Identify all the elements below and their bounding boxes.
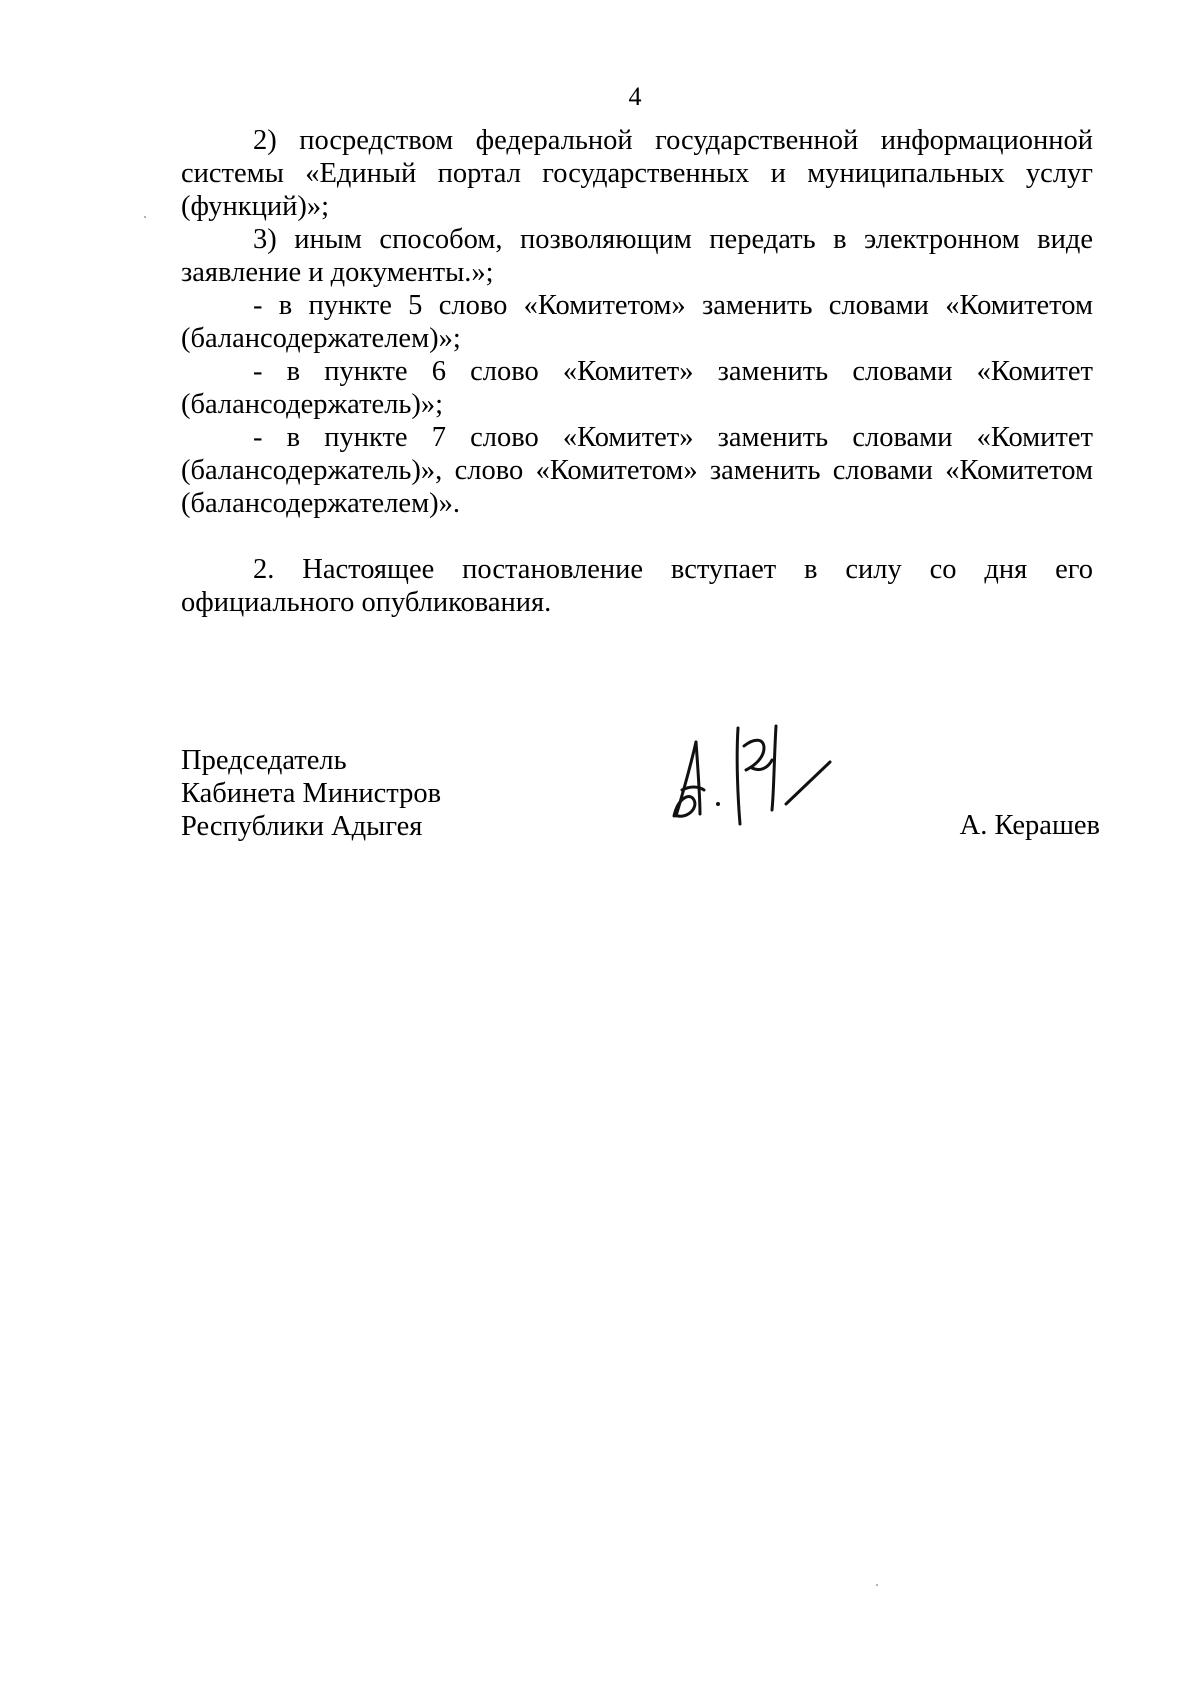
position-line-1: Председатель — [181, 745, 347, 776]
position-line-3: Республики Адыгея — [181, 811, 423, 842]
paragraph-item-2: 2) посредством федеральной государственной информационной системы «Единый портал государственных и муниципальных услуг (функций)»; — [181, 125, 1093, 222]
paragraph-point-7: - в пункте 7 слово «Комитет» заменить словами «Комитет (балансодержатель)», слово «Комитетом» заменить словами «Комитетом (балансодержателем)». — [181, 422, 1093, 519]
paragraph-effective-date: 2. Настоящее постановление вступает в силу со дня его официального опубликования. — [181, 554, 1093, 618]
page-number: 4 — [628, 82, 642, 111]
scan-speck — [876, 1584, 878, 1586]
scan-speck — [144, 216, 146, 218]
paragraph-point-5: - в пункте 5 слово «Комитетом» заменить словами «Комитетом (балансодержателем)»; — [181, 290, 1093, 354]
paragraph-item-3: 3) иным способом, позволяющим передать в электронном виде заявление и документы.»; — [181, 224, 1093, 288]
paragraph-point-6: - в пункте 6 слово «Комитет» заменить словами «Комитет (балансодержатель)»; — [181, 356, 1093, 420]
handwritten-signature — [668, 720, 838, 830]
signatory-position — [181, 744, 441, 843]
position-line-2: Кабинета Министров — [181, 778, 442, 809]
document-body — [181, 124, 1093, 619]
signer-name: А. Керашев — [959, 810, 1100, 841]
